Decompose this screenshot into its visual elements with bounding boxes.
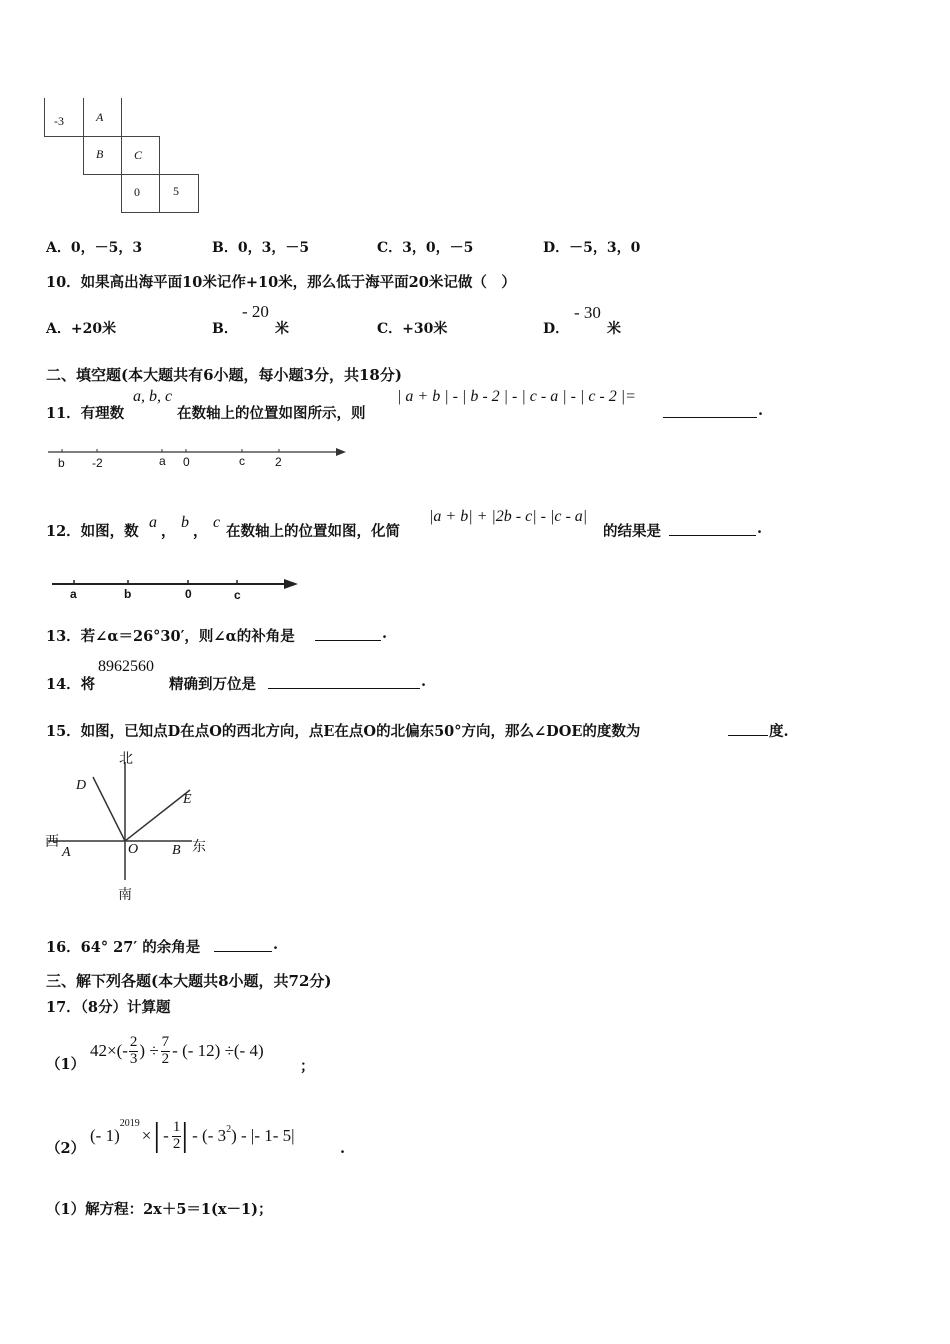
q10-option-b-unit: 米 — [275, 321, 289, 337]
q10-option-b-prefix: B． — [212, 321, 238, 337]
q10-option-a: A．+20米 — [46, 321, 117, 337]
q16-answer-blank[interactable] — [214, 937, 272, 952]
section-2-heading: 二、填空题(本大题共有6小题，每小题3分，共18分) — [46, 366, 402, 384]
q17-part2-expression — [90, 1112, 295, 1160]
q12-answer-blank[interactable] — [669, 521, 756, 536]
q11-period: . — [758, 402, 764, 419]
q11-vars: a, b, c — [133, 388, 173, 405]
q17-p1-frac2-num: 7 — [161, 1033, 170, 1050]
cube-cell-text: 0 — [134, 185, 140, 199]
q17-p2-frac — [172, 1120, 182, 1153]
q12-var-a: a — [149, 514, 157, 531]
q17-p2-exp2: 2 — [226, 1124, 232, 1135]
q17-p1-c: - (- 12) ÷(- 4) — [172, 1041, 264, 1060]
q10-option-b-value: - 20 — [242, 302, 269, 321]
q12-axis-label: b — [124, 587, 132, 601]
point-a-label: A — [62, 845, 71, 860]
cube-cell-text: 5 — [173, 184, 179, 198]
q11-axis-arrow — [336, 448, 346, 456]
cube-cell-text: A — [96, 110, 104, 124]
q9-option-c: C．3，0，－5 — [377, 240, 474, 256]
q14-number: 8962560 — [98, 658, 154, 675]
east-label: 东 — [192, 839, 206, 855]
q17-p2-b: × — [141, 1126, 152, 1145]
point-d-label: D — [76, 778, 87, 793]
north-label: 北 — [119, 751, 133, 767]
q11-axis-label: a — [159, 454, 166, 468]
cube-cell-text: -3 — [54, 114, 64, 128]
q11-prefix: 11．有理数 — [46, 405, 125, 422]
q11-answer-blank[interactable] — [663, 403, 757, 418]
cube-cell-text: C — [134, 148, 143, 162]
cube-net-cell — [44, 98, 84, 137]
point-e-label: E — [183, 792, 192, 807]
q14-period: . — [421, 673, 427, 690]
q17-part1-label: （1） — [46, 1056, 86, 1073]
cube-cell-text: B — [96, 147, 104, 161]
q12-sep2: ， — [193, 523, 208, 540]
q15-suffix: 度. — [769, 723, 789, 740]
q10-option-c: C．+30米 — [377, 321, 448, 337]
q9-option-a: A．0，－5，3 — [46, 240, 143, 256]
q17-p2-exp: 2019 — [119, 1118, 140, 1129]
q14-middle: 精确到万位是 — [169, 676, 256, 693]
q15-answer-blank[interactable] — [728, 721, 768, 736]
q12-suffix-text: 的结果是 — [603, 523, 661, 540]
q12-expression: |a + b| + |2b - c| - |c - a| — [429, 508, 588, 525]
q17-p2-d: - (- 3 — [192, 1126, 227, 1145]
q11-number-line — [44, 442, 350, 472]
q11-axis-label: b — [58, 456, 65, 470]
ray-od — [93, 777, 125, 841]
section-3-heading: 三、解下列各题(本大题共8小题，共72分) — [46, 972, 332, 990]
q12-axis-label: a — [70, 587, 77, 601]
cube-net-cell — [121, 174, 160, 213]
q17-p1-frac1-den: 3 — [129, 1050, 138, 1067]
q12-axis-arrow — [284, 579, 298, 589]
q17-p1-frac1-num: 2 — [129, 1033, 138, 1050]
q11-expression: | a + b | - | b - 2 | - | c - a | - | c - 2 |= — [397, 388, 636, 405]
q12-axis-label: 0 — [185, 587, 192, 601]
point-o-label: O — [128, 842, 139, 857]
q16-text: 16．64° 27′ 的余角是 — [46, 939, 201, 956]
q17-part2-label: （2） — [46, 1140, 86, 1157]
q11-axis-label: 0 — [183, 455, 190, 469]
q16-period: . — [273, 936, 279, 953]
q10-option-d-value: - 30 — [574, 303, 601, 322]
q12-period: . — [757, 520, 763, 537]
q13-answer-blank[interactable] — [315, 626, 381, 641]
q17-p2-e: ) - |- 1- 5| — [231, 1126, 295, 1145]
q10-option-d-unit: 米 — [607, 321, 621, 337]
q12-var-b: b — [181, 514, 189, 531]
q17-p1-b: ) ÷ — [139, 1041, 159, 1060]
point-b-label: B — [172, 843, 181, 858]
q18-text: （1）解方程：2x＋5＝1(x－1)； — [46, 1201, 273, 1218]
q11-axis-label: 2 — [275, 455, 282, 469]
q17-p2-frac-den: 2 — [172, 1135, 181, 1152]
q17-p2-a: (- 1) — [90, 1126, 120, 1145]
q9-option-b: B．0，3，－5 — [212, 240, 310, 256]
q17-part2-end: . — [340, 1140, 346, 1157]
q9-option-d: D．－5，3，0 — [543, 240, 641, 256]
q11-axis-label: c — [239, 454, 245, 468]
q17-p1-frac1 — [129, 1035, 139, 1068]
cube-net-cell — [159, 174, 199, 213]
q13-text: 13．若∠α＝26°30′，则∠α的补角是 — [46, 628, 295, 645]
q15-compass-figure — [44, 748, 214, 900]
cube-net — [44, 98, 204, 216]
q12-middle: 在数轴上的位置如图，化简 — [226, 523, 400, 540]
q12-axis-label: c — [234, 588, 241, 602]
q14-answer-blank[interactable] — [268, 674, 420, 689]
q14-prefix: 14．将 — [46, 676, 96, 693]
q17-p2-abs-close: | — [181, 1117, 189, 1154]
west-label: 西 — [45, 834, 59, 850]
q17-title: 17．（8分）计算题 — [46, 999, 171, 1016]
q11-middle: 在数轴上的位置如图所示，则 — [177, 405, 366, 422]
q12-number-line — [50, 576, 302, 596]
q15-text: 15．如图，已知点D在点O的西北方向，点E在点O的北偏东50°方向，那么∠DOE的度数为 — [46, 723, 641, 740]
q17-part1-expression — [90, 1028, 264, 1074]
q17-p2-frac-num: 1 — [172, 1118, 181, 1135]
q17-p2-abs-open: | — [153, 1117, 161, 1154]
q17-p1-frac2-den: 2 — [161, 1050, 170, 1067]
q12-var-c: c — [213, 514, 221, 531]
ray-oe — [125, 790, 190, 841]
q17-p1-frac2 — [161, 1035, 171, 1068]
q12-sep1: ， — [161, 523, 176, 540]
q11-axis-label: -2 — [92, 456, 103, 470]
q17-p1-a: 42×(- — [90, 1041, 128, 1060]
q13-period: . — [382, 625, 388, 642]
q17-part1-end: ； — [300, 1058, 315, 1075]
q10-option-b — [212, 318, 238, 338]
q10-text: 10．如果高出海平面10米记作+10米，那么低于海平面20米记做（ ） — [46, 274, 516, 291]
q10-option-d-prefix: D． — [543, 321, 570, 337]
south-label: 南 — [118, 887, 132, 903]
q12-prefix: 12．如图，数 — [46, 523, 139, 540]
q17-p2-c: - — [163, 1126, 169, 1145]
